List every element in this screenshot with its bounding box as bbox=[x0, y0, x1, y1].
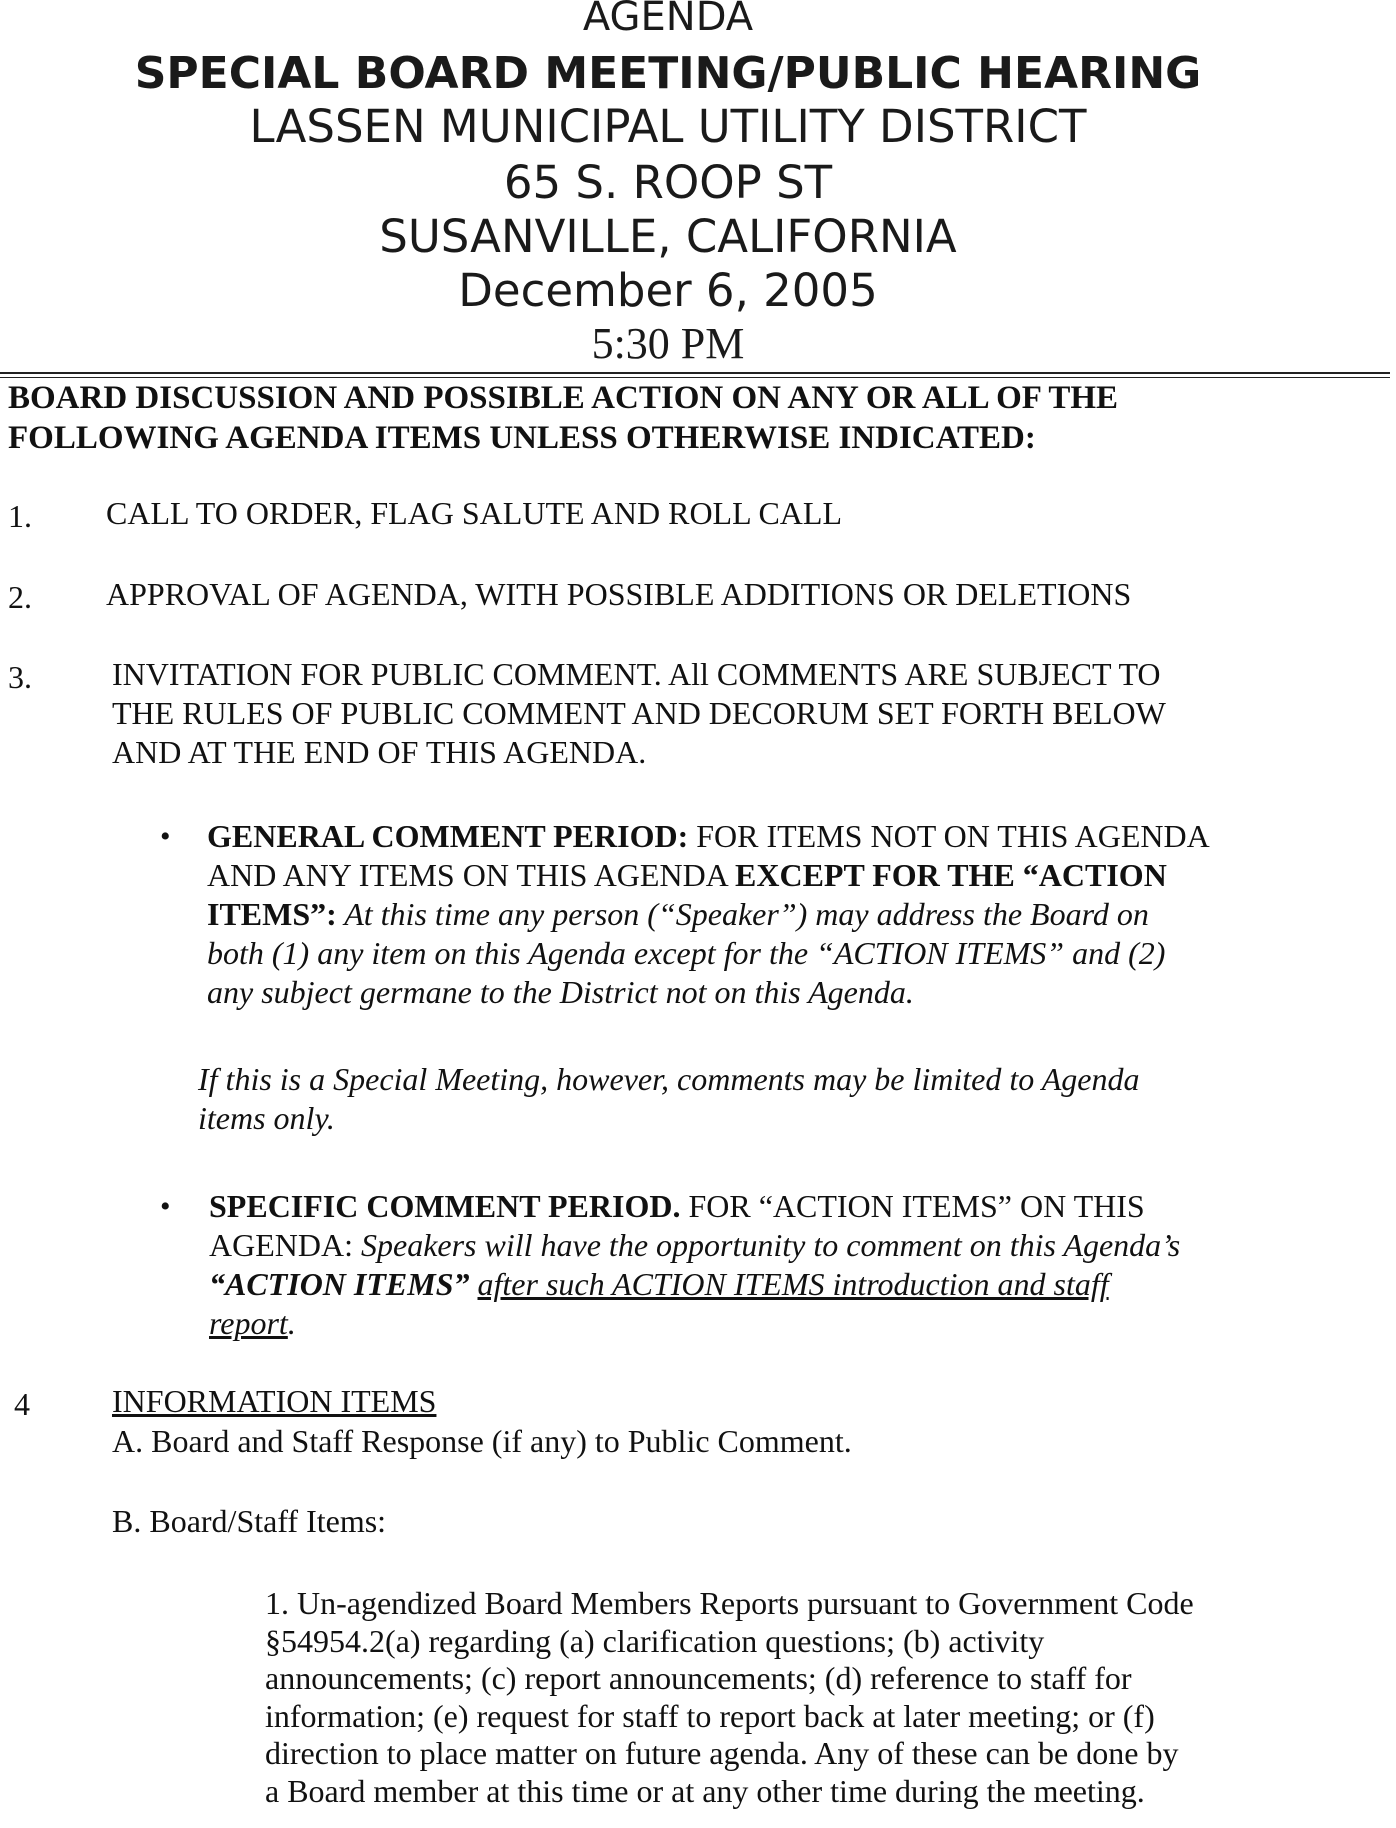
para-text: AGENDA: bbox=[209, 1227, 353, 1263]
para-underlined-text: report bbox=[209, 1305, 288, 1341]
intro-line: BOARD DISCUSSION AND POSSIBLE ACTION ON ANY OR ALL OF THE bbox=[8, 380, 1119, 416]
intro-line: FOLLOWING AGENDA ITEMS UNLESS OTHERWISE INDICATED: bbox=[8, 420, 1036, 456]
para-text: FOR “ACTION ITEMS” ON THIS bbox=[680, 1188, 1145, 1224]
para-line: any subject germane to the District not on this Agenda. bbox=[207, 974, 914, 1010]
organization-name: LASSEN MUNICIPAL UTILITY DISTRICT bbox=[249, 100, 1087, 153]
para-bold-italic-text: “ACTION ITEMS” bbox=[209, 1266, 470, 1302]
item-line: INVITATION FOR PUBLIC COMMENT. All COMMENTS ARE SUBJECT TO bbox=[112, 656, 1161, 692]
para-line: information; (e) request for staff to report back at later meeting; or (f) bbox=[265, 1697, 1155, 1734]
para-text: AND ANY ITEMS ON THIS AGENDA bbox=[207, 857, 736, 893]
information-items-heading: INFORMATION ITEMS bbox=[112, 1383, 437, 1419]
meeting-date: December 6, 2005 bbox=[458, 264, 878, 317]
para-line: §54954.2(a) regarding (a) clarification questions; (b) activity bbox=[265, 1622, 1045, 1659]
specific-comment-period bbox=[209, 1187, 1389, 1343]
para-line bbox=[209, 1187, 1389, 1226]
item-line: THE RULES OF PUBLIC COMMENT AND DECORUM SET FORTH BELOW bbox=[112, 695, 1166, 731]
para-line: If this is a Special Meeting, however, comments may be limited to Agenda bbox=[198, 1061, 1140, 1097]
para-line: direction to place matter on future agenda. Any of these can be done by bbox=[265, 1735, 1179, 1771]
para-line bbox=[207, 817, 1387, 856]
info-item-b: B. Board/Staff Items: bbox=[112, 1503, 387, 1539]
info-item-a: A. Board and Staff Response (if any) to Public Comment. bbox=[112, 1423, 852, 1459]
board-discussion-intro bbox=[8, 378, 1388, 458]
specific-comment-heading: SPECIFIC COMMENT PERIOD. bbox=[209, 1188, 681, 1224]
para-line: both (1) any item on this Agenda except for the “ACTION ITEMS” and (2) bbox=[207, 935, 1166, 971]
para-line: a Board member at this time or at any other time during the meeting. bbox=[265, 1772, 1145, 1809]
board-members-reports bbox=[265, 1585, 1393, 1810]
general-comment-period bbox=[207, 817, 1387, 1012]
bullet-icon: • bbox=[160, 1190, 171, 1223]
item-line: AND AT THE END OF THIS AGENDA. bbox=[112, 734, 647, 770]
para-line: announcements; (c) report announcements; (d) reference to staff for bbox=[265, 1660, 1132, 1696]
para-bold-text: ITEMS”: bbox=[207, 896, 337, 932]
para-bold-text: EXCEPT FOR THE “ACTION bbox=[735, 857, 1167, 893]
para-text: FOR ITEMS NOT ON THIS AGENDA bbox=[688, 818, 1210, 854]
para-italic-text: Speakers will have the opportunity to comment on this Agenda’s bbox=[352, 1227, 1181, 1263]
para-line bbox=[209, 1304, 1389, 1343]
para-line bbox=[209, 1226, 1389, 1265]
header-divider bbox=[0, 372, 1390, 374]
item-number: 4 bbox=[14, 1386, 30, 1422]
agenda-item-call-to-order: CALL TO ORDER, FLAG SALUTE AND ROLL CALL bbox=[106, 495, 842, 531]
meeting-time: 5:30 PM bbox=[591, 319, 745, 368]
special-meeting-note bbox=[198, 1060, 1378, 1138]
item-number: 1. bbox=[8, 498, 32, 534]
para-line: 1. Un-agendized Board Members Reports pursuant to Government Code bbox=[265, 1585, 1194, 1621]
street-address: 65 S. ROOP ST bbox=[503, 156, 833, 209]
item-number: 3. bbox=[8, 659, 32, 695]
agenda-item-public-comment bbox=[112, 655, 1166, 772]
meeting-title: SPECIAL BOARD MEETING/PUBLIC HEARING bbox=[134, 48, 1202, 99]
para-text: . bbox=[287, 1305, 296, 1341]
agenda-label: AGENDA bbox=[582, 0, 754, 40]
bullet-icon: • bbox=[160, 820, 171, 853]
para-underlined-text: after such ACTION ITEMS introduction and staff bbox=[477, 1266, 1109, 1302]
para-italic-text: At this time any person (“Speaker”) may address the Board on bbox=[336, 896, 1149, 932]
city-state: SUSANVILLE, CALIFORNIA bbox=[379, 210, 957, 263]
agenda-item-approval: APPROVAL OF AGENDA, WITH POSSIBLE ADDITIONS OR DELETIONS bbox=[106, 576, 1132, 612]
para-line bbox=[209, 1265, 1389, 1304]
para-line: items only. bbox=[198, 1100, 335, 1136]
para-line bbox=[207, 856, 1387, 895]
para-line bbox=[207, 895, 1387, 934]
general-comment-heading: GENERAL COMMENT PERIOD: bbox=[207, 818, 689, 854]
item-number: 2. bbox=[8, 579, 32, 615]
